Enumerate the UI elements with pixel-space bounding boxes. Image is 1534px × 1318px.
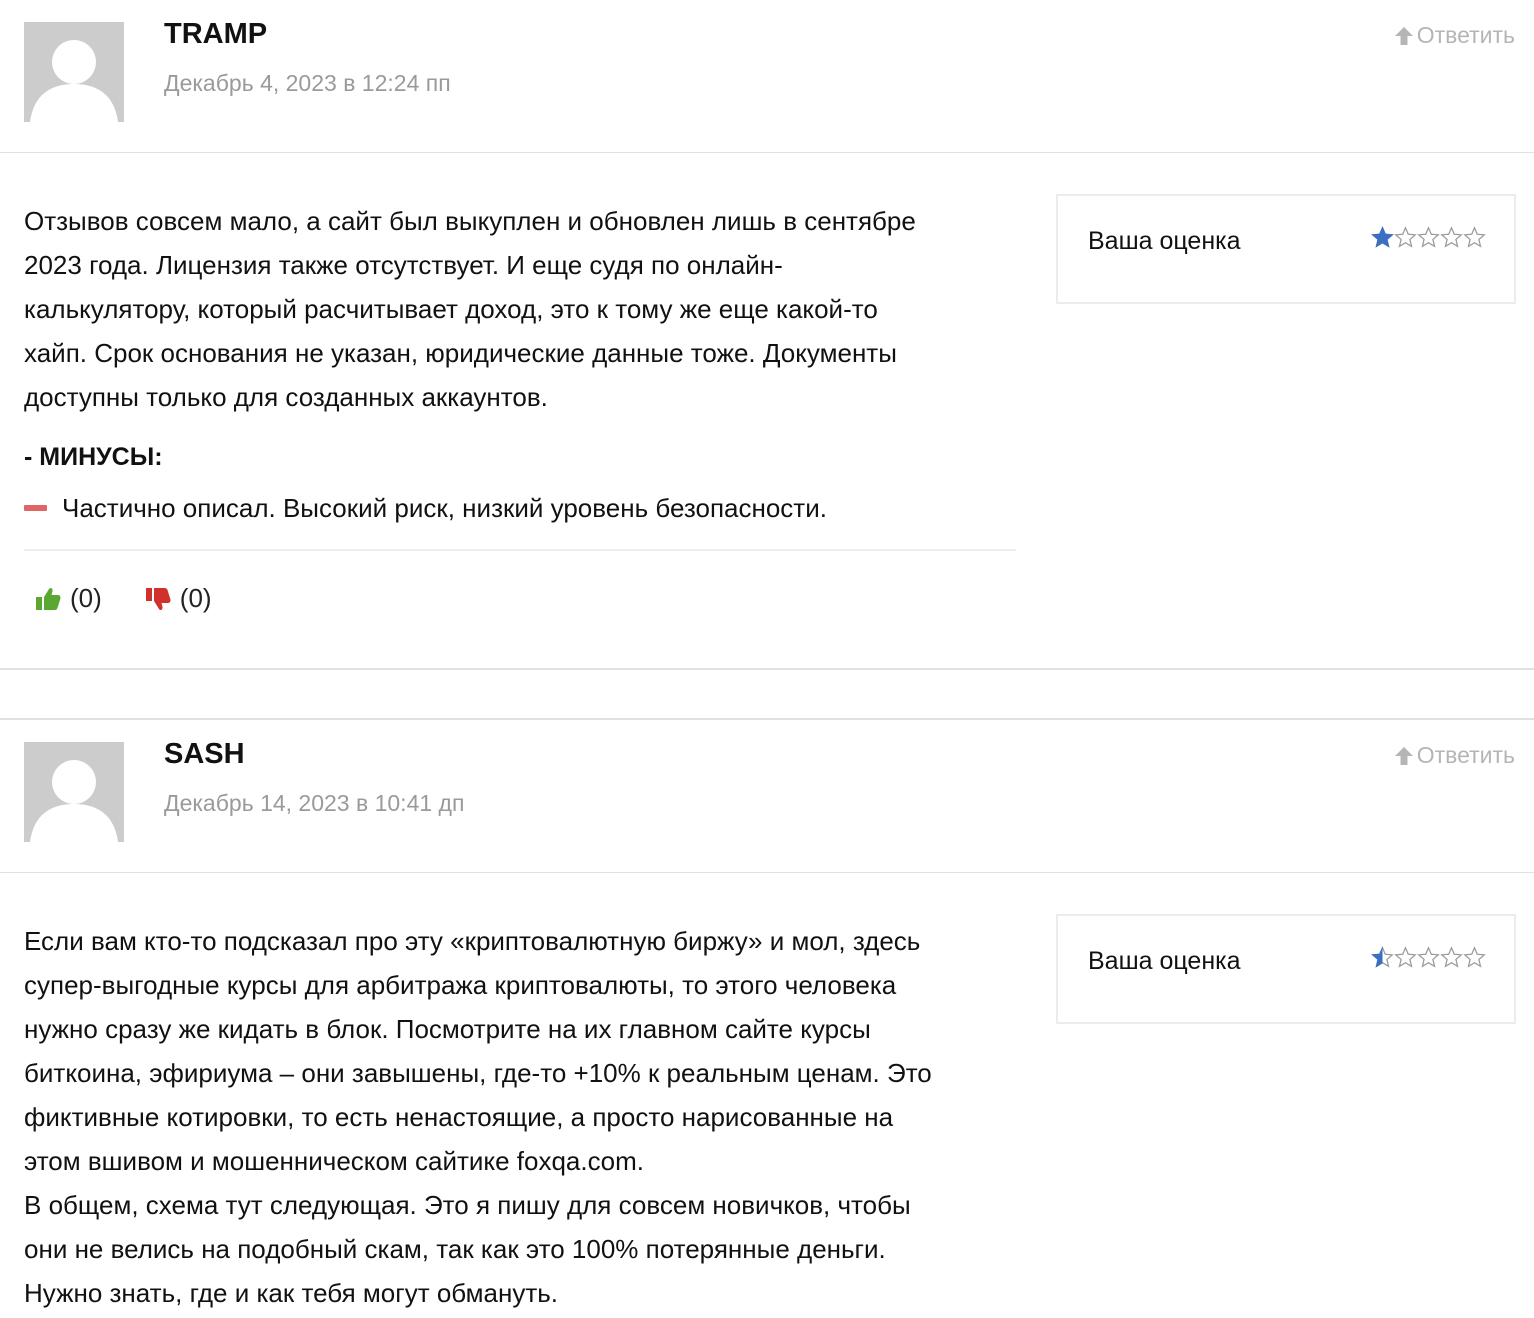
comment-header [0,0,1534,153]
star-empty-icon[interactable] [1440,946,1463,969]
star-empty-icon[interactable] [1417,946,1440,969]
star-rating [1371,226,1486,249]
comment-text-line: Отзывов совсем мало, а сайт был выкуплен и обновлен лишь в сентябре [24,206,916,236]
star-empty-icon[interactable] [1394,226,1417,249]
like-button[interactable] [34,583,102,614]
star-empty-icon[interactable] [1463,946,1486,969]
comment-text-line: Нужно знать, где и как тебя могут обмануть. [24,1278,559,1308]
vote-bar [34,583,212,614]
comment-separator [0,668,1534,720]
comment-text-line: В общем, схема тут следующая. Это я пишу для совсем новичков, чтобы [24,1190,911,1220]
comment-text [24,199,1014,419]
comment-text-line: супер-выгодные курсы для арбитража криптовалюты, то этого человека [24,970,897,1000]
comment-text-line: доступны только для созданных аккаунтов. [24,382,548,412]
comment-text [24,919,1014,1315]
star-empty-icon[interactable] [1463,226,1486,249]
comment-author[interactable]: TRAMP [164,18,268,50]
arrow-up-icon [1393,745,1415,767]
reply-label: Ответить [1416,22,1515,48]
comment-author[interactable]: SASH [164,738,245,770]
star-empty-icon[interactable] [1440,226,1463,249]
default-avatar-icon [24,742,124,842]
arrow-up-icon [1393,25,1415,47]
star-filled-icon[interactable] [1371,226,1394,249]
star-empty-icon[interactable] [1394,946,1417,969]
rating-label: Ваша оценка [1088,947,1241,975]
minus-title: - МИНУСЫ: [24,443,163,471]
default-avatar-icon [24,22,124,122]
star-filled-icon[interactable] [1371,946,1394,969]
comment-text-line: нужно сразу же кидать в блок. Посмотрите на их главном сайте курсы [24,1014,871,1044]
comment-date[interactable]: Декабрь 14, 2023 в 10:41 дп [164,790,465,816]
comment-date[interactable]: Декабрь 4, 2023 в 12:24 пп [164,70,451,96]
minus-icon [24,505,47,511]
reply-button[interactable] [1393,742,1515,769]
dislike-count: (0) [179,583,212,613]
star-rating [1371,946,1486,969]
reply-label: Ответить [1416,742,1515,768]
comment-text-line: хайп. Срок основания не указан, юридические данные тоже. Документы [24,338,897,368]
like-count: (0) [70,583,102,613]
comment-text-line: 2023 года. Лицензия также отсутствует. И еще судя по онлайн- [24,250,783,280]
rating-label: Ваша оценка [1088,227,1241,255]
star-empty-icon[interactable] [1417,226,1440,249]
comment-text-line: калькулятору, который расчитывает доход, это к тому же еще какой-то [24,294,878,324]
rating-box [1056,194,1516,304]
comment-text-line: этом вшивом и мошенническом сайтике foxqa.com. [24,1146,644,1176]
comment-text-line: они не велись на подобный скам, так как это 100% потерянные деньги. [24,1234,886,1264]
minus-item [24,488,827,528]
comment-header [0,720,1534,873]
comment-text-line: биткоина, эфириума – они завышены, где-то +10% к реальным ценам. Это [24,1058,932,1088]
divider [0,668,1534,670]
reply-button[interactable] [1393,22,1515,49]
minus-text: Частично описал. Высокий риск, низкий уровень безопасности. [62,493,827,523]
comment [0,720,1534,1318]
thumbs-down-icon [144,585,172,613]
thumbs-up-icon [34,585,62,613]
comment-text-line: фиктивные котировки, то есть ненастоящие, а просто нарисованные на [24,1102,894,1132]
rating-box [1056,914,1516,1024]
divider [24,549,1016,551]
dislike-button[interactable] [144,583,212,614]
comment-text-line: Если вам кто-то подсказал про эту «криптовалютную биржу» и мол, здесь [24,926,921,956]
